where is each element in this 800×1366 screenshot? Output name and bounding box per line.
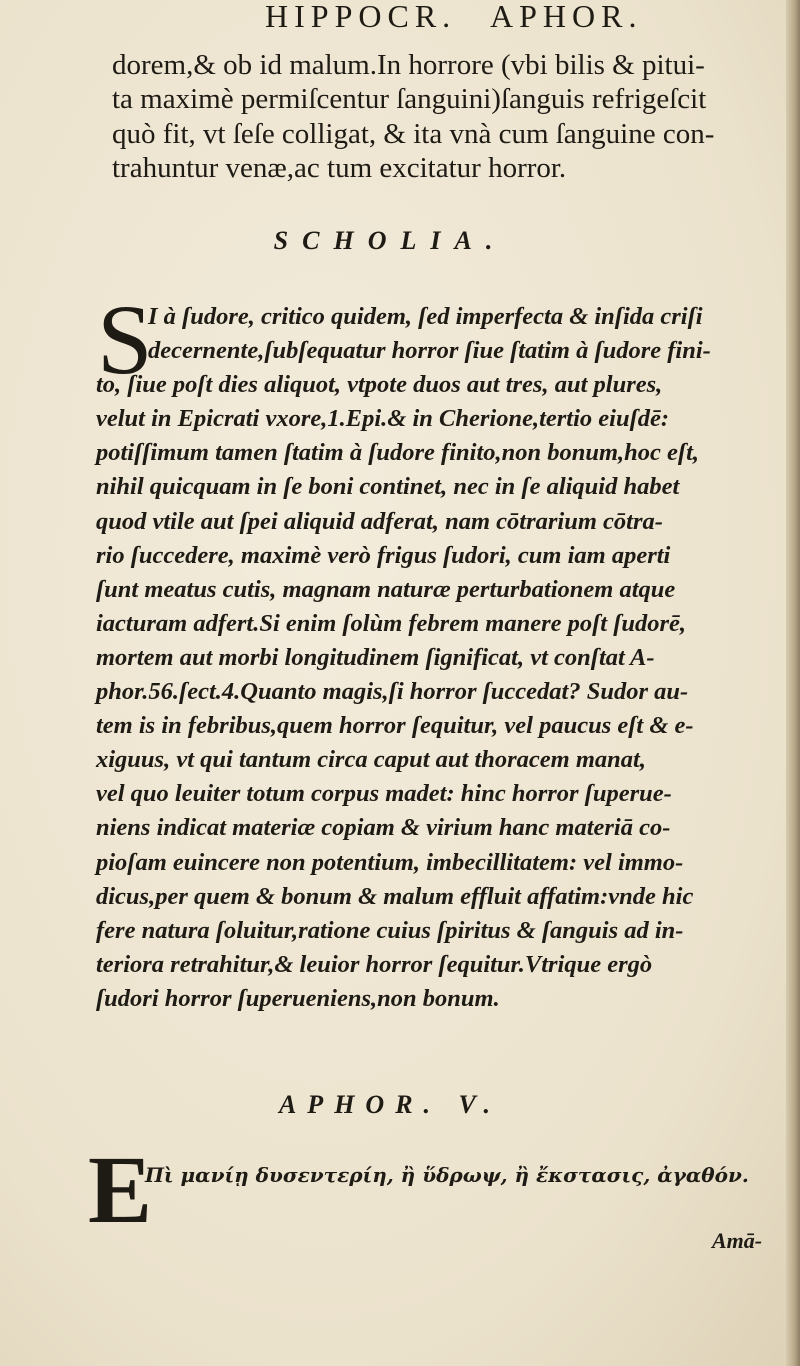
scholia-line: tem is in febribus,quem horror ſequitur, vel paucus eſt & e- [96, 712, 694, 740]
scholia-line: niens indicat materiæ copiam & virium hanc materiā co- [96, 814, 671, 842]
top-text-line-2: ta maximè permiſcentur ſanguini)ſanguis refrigeſcit [112, 83, 707, 115]
scholia-line: ſunt meatus cutis, magnam naturæ perturbationem atque [96, 575, 676, 603]
scholia-drop-cap: S [97, 284, 153, 395]
scholia-line: xiguus, vt qui tantum circa caput aut thoracem manat, [96, 746, 646, 774]
scholia-line: phor.56.ſect.4.Quanto magis,ſi horror ſuccedat? Sudor au- [96, 678, 689, 706]
top-text-line-3: quò fit, vt ſeſe colligat, & ita vnà cum ſanguine con- [112, 118, 715, 150]
scholia-line: decernente,ſubſequatur horror ſiue ſtatim à ſudore fini- [148, 337, 711, 365]
scholia-line: velut in Epicrati vxore,1.Epi.& in Cherione,tertio eiuſdē: [96, 405, 670, 433]
scholia-line: fere natura ſoluitur,ratione cuius ſpiritus & ſanguis ad in- [96, 916, 684, 944]
catchword: Amā- [712, 1228, 763, 1253]
scholia-text [96, 284, 796, 1016]
scholia-line: vel quo leuiter totum corpus madet: hinc horror ſuperue- [96, 780, 672, 808]
scholia-line: quod vtile aut ſpei aliquid adferat, nam cōtrarium cōtra- [96, 507, 663, 535]
scholia-line: rio ſuccedere, maximè verò frigus ſudori, cum iam aperti [96, 541, 671, 569]
scholia-line: to, ſiue poſt dies aliquot, vtpote duos aut tres, aut plures, [96, 371, 663, 399]
greek-aphorism-text: Πὶ μανίῃ δυσεντερίη, ἢ ὕδρωψ, ἢ ἔκστασις, ἀγαθόν. [145, 1163, 749, 1187]
scholia-line: iacturam adfert.Si enim ſolùm febrem manere poſt ſudorē, [96, 609, 687, 637]
top-text-line-4: trahuntur venæ,ac tum excitatur horror. [112, 152, 567, 184]
scholia-line: teriora retrahitur,& leuior horror ſequitur.Vtrique ergò [96, 950, 653, 978]
scholia-line: dicus,per quem & bonum & malum effluit affatim:vnde hic [96, 882, 694, 910]
running-head [0, 0, 800, 40]
scholia-line: mortem aut morbi longitudinem ſignificat, vt conſtat A- [96, 643, 655, 671]
scholia-line: ſudori horror ſuperueniens,non bonum. [96, 984, 500, 1012]
scholia-heading: SCHOLIA. [273, 226, 507, 255]
running-head-left: HIPPOCR. [265, 0, 457, 34]
scholia-line: nihil quicquam in ſe boni continet, nec in ſe aliquid habet [96, 473, 680, 501]
running-head-right: APHOR. [490, 0, 643, 34]
scholia-line: pioſam euincere non potentium, imbecillitatem: vel immo- [96, 848, 684, 876]
scholia-line: potiſſimum tamen ſtatim à ſudore finito,non bonum,hoc eſt, [96, 439, 700, 467]
scholia-line: I à ſudore, critico quidem, ſed imperfecta & inſida criſi [148, 303, 703, 330]
top-text-line-1: dorem,& ob id malum.In horrore (vbi bilis & pitui- [112, 49, 705, 81]
aphorism-drop-cap: E [88, 1136, 153, 1243]
aphorism-heading: APHOR. V. [278, 1090, 502, 1119]
